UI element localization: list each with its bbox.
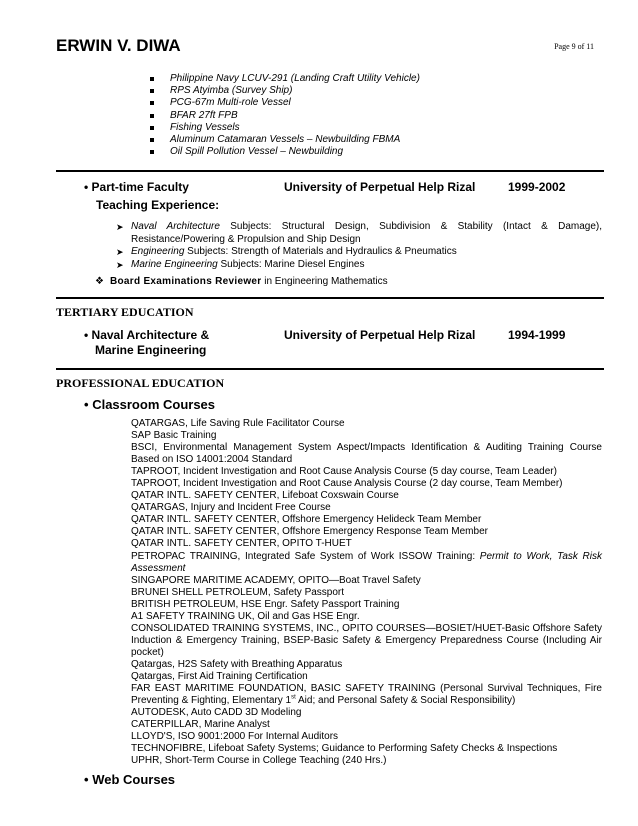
teaching-experience-heading: Teaching Experience: bbox=[96, 198, 220, 212]
web-courses-heading: • Web Courses bbox=[84, 772, 176, 787]
square-bullet-icon bbox=[150, 114, 154, 118]
professional-heading: PROFESSIONAL EDUCATION bbox=[56, 376, 225, 390]
list-item: PCG-67m Multi-role Vessel bbox=[146, 97, 420, 109]
list-item: LLOYD'S, ISO 9001:2000 For Internal Auditors bbox=[131, 731, 339, 743]
section-divider bbox=[56, 297, 604, 299]
list-item: BSCI, Environmental Management System Aspect/Impacts Identification & Auditing Training Course Based on ISO 14001:2004 Standard bbox=[131, 442, 602, 466]
list-item: QATARGAS, Life Saving Rule Facilitator Course bbox=[131, 418, 345, 429]
vessel-list bbox=[146, 73, 420, 158]
list-item: TAPROOT, Incident Investigation and Root Cause Analysis Course (5 day course, Team Leader) bbox=[131, 466, 557, 478]
bullet-icon: • bbox=[84, 772, 89, 787]
list-item: CONSOLIDATED TRAINING SYSTEMS, INC., OPITO COURSES—BOSIET/HUET-Basic Offshore Safety Induction & Emergency Training, BSEP-Basic Safety & Emergency Preparedness Course (Including Air pocket) bbox=[131, 622, 602, 658]
arrow-bullet-icon: ➤ bbox=[116, 222, 124, 232]
page-number: Page 9 of 11 bbox=[554, 42, 594, 51]
parttime-title: • Part-time Faculty bbox=[84, 180, 189, 194]
list-item: QATARGAS, Injury and Incident Free Course bbox=[131, 502, 331, 514]
teaching-subjects bbox=[116, 221, 602, 271]
list-item: TECHNOFIBRE, Lifeboat Safety Systems; Guidance to Performing Safety Checks & Inspections bbox=[131, 743, 558, 755]
course-list bbox=[131, 418, 602, 767]
parttime-years: 1999-2002 bbox=[508, 180, 566, 194]
list-item: AUTODESK, Auto CADD 3D Modeling bbox=[131, 707, 302, 719]
classroom-courses-heading: • Classroom Courses bbox=[84, 397, 216, 412]
list-item: BRUNEI SHELL PETROLEUM, Safety Passport bbox=[131, 586, 345, 598]
square-bullet-icon bbox=[150, 138, 154, 142]
list-item: BRITISH PETROLEUM, HSE Engr. Safety Passport Training bbox=[131, 598, 400, 610]
list-item: Qatargas, H2S Safety with Breathing Apparatus bbox=[131, 658, 343, 670]
list-item: Fishing Vessels bbox=[146, 122, 420, 134]
tertiary-school: University of Perpetual Help Rizal bbox=[284, 328, 476, 342]
arrow-bullet-icon: ➤ bbox=[116, 247, 124, 258]
list-item: FAR EAST MARITIME FOUNDATION, BASIC SAFETY TRAINING (Personal Survival Techniques, Fire Preventing & Fighting, Elementary 1st Aid; and Personal Safety & Social Responsibility) bbox=[131, 683, 602, 707]
list-item: QATAR INTL. SAFETY CENTER, Lifeboat Coxswain Course bbox=[131, 490, 399, 502]
list-item: RPS Atyimba (Survey Ship) bbox=[146, 85, 420, 97]
list-item: ➤ Naval Architecture Subjects: Structural Design, Subdivision & Stability (Intact & Damage), Resistance/Powering & Propulsion and Ship Design bbox=[116, 221, 603, 245]
list-item: ➤ Marine Engineering Subjects: Marine Diesel Engines bbox=[116, 258, 365, 270]
arrow-bullet-icon: ➤ bbox=[116, 259, 124, 270]
tertiary-heading: TERTIARY EDUCATION bbox=[56, 305, 194, 319]
section-divider bbox=[56, 170, 604, 172]
tertiary-degree: • Naval Architecture & bbox=[84, 328, 210, 342]
list-item: Philippine Navy LCUV-291 (Landing Craft Utility Vehicle) bbox=[146, 73, 420, 85]
list-item: TAPROOT, Incident Investigation and Root Cause Analysis Course (2 day course, Team Member) bbox=[131, 478, 563, 490]
square-bullet-icon bbox=[150, 77, 154, 81]
parttime-school: University of Perpetual Help Rizal bbox=[284, 180, 476, 194]
list-item: Oil Spill Pollution Vessel – Newbuilding bbox=[146, 146, 420, 158]
list-item: QATAR INTL. SAFETY CENTER, Offshore Emergency Response Team Member bbox=[131, 526, 488, 538]
board-reviewer: ❖ Board Examinations Reviewer in Engineering Mathematics bbox=[95, 276, 388, 287]
list-item: CATERPILLAR, Marine Analyst bbox=[131, 719, 270, 731]
square-bullet-icon bbox=[150, 101, 154, 105]
list-item: PETROPAC TRAINING, Integrated Safe System of Work ISSOW Training: Permit to Work, Task Risk Assessment bbox=[131, 550, 602, 574]
square-bullet-icon bbox=[150, 89, 154, 93]
list-item: UPHR, Short-Term Course in College Teaching (240 Hrs.) bbox=[131, 755, 387, 767]
list-item: Qatargas, First Aid Training Certification bbox=[131, 670, 308, 682]
square-bullet-icon bbox=[150, 150, 154, 154]
list-item: QATAR INTL. SAFETY CENTER, OPITO T-HUET bbox=[131, 538, 352, 550]
bullet-icon: • bbox=[84, 180, 89, 194]
square-bullet-icon bbox=[150, 126, 154, 130]
diamond-bullet-icon: ❖ bbox=[95, 276, 104, 287]
list-item: QATAR INTL. SAFETY CENTER, Offshore Emergency Helideck Team Member bbox=[131, 514, 482, 526]
bullet-icon: • bbox=[84, 328, 89, 342]
bullet-icon: • bbox=[84, 397, 89, 412]
tertiary-years: 1994-1999 bbox=[508, 328, 566, 342]
list-item: SINGAPORE MARITIME ACADEMY, OPITO—Boat Travel Safety bbox=[131, 574, 421, 586]
list-item: SAP Basic Training bbox=[131, 430, 217, 442]
list-item: Aluminum Catamaran Vessels – Newbuilding FBMA bbox=[146, 134, 420, 146]
header-name: ERWIN V. DIWA bbox=[56, 36, 181, 55]
tertiary-degree-line2: Marine Engineering bbox=[95, 343, 207, 357]
list-item: BFAR 27ft FPB bbox=[146, 110, 420, 122]
list-item: A1 SAFETY TRAINING UK, Oil and Gas HSE Engr. bbox=[131, 610, 360, 622]
section-divider bbox=[56, 368, 604, 370]
list-item: ➤ Engineering Subjects: Strength of Materials and Hydraulics & Pneumatics bbox=[116, 246, 457, 258]
